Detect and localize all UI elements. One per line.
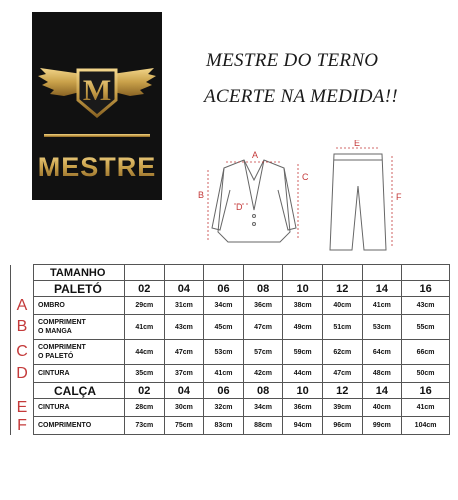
label-a: A [252,150,259,160]
value-cell: 36cm [283,399,323,417]
letter-cell [11,265,34,281]
row-label: COMPRIMENTO [34,417,125,435]
value-cell: 49cm [283,315,323,340]
label-b: B [198,190,205,200]
label-e: E [354,140,361,148]
row-label: CINTURA [34,399,125,417]
value-cell: 39cm [322,399,362,417]
value-cell: 35cm [125,365,165,383]
value-cell: 64cm [362,340,402,365]
value-cell: 62cm [322,340,362,365]
row-label: CINTURA [34,365,125,383]
label-c: C [302,172,309,182]
value-cell: 43cm [164,315,204,340]
value-cell: 41cm [204,365,244,383]
row-letter: E [11,399,34,417]
blank-cell [322,265,362,281]
value-cell: 96cm [322,417,362,435]
blank-cell [402,265,450,281]
size-header: 08 [243,281,283,297]
label-d: D [236,202,243,212]
row-letter: B [11,315,34,340]
pants-label: CALÇA [34,383,125,399]
size-header: 12 [322,281,362,297]
value-cell: 41cm [402,399,450,417]
blank-cell [125,265,165,281]
value-cell: 34cm [243,399,283,417]
brand-logo [32,12,162,200]
blank-cell [283,265,323,281]
value-cell: 73cm [125,417,165,435]
value-cell: 41cm [362,297,402,315]
size-header: 14 [362,383,402,399]
value-cell: 53cm [204,340,244,365]
row-label: COMPRIMENT O PALETÓ [34,340,125,365]
value-cell: 94cm [283,417,323,435]
jacket-header-row [11,281,450,297]
logo-name: MESTRE [37,152,157,182]
slogan-line-2: ACERTE NA MEDIDA!! [204,86,398,107]
value-cell: 36cm [243,297,283,315]
value-cell: 44cm [283,365,323,383]
size-header: 06 [204,383,244,399]
value-cell: 47cm [322,365,362,383]
size-header: 10 [283,383,323,399]
table-row [11,340,450,365]
value-cell: 88cm [243,417,283,435]
size-header: 08 [243,383,283,399]
size-header: 02 [125,383,165,399]
value-cell: 55cm [402,315,450,340]
value-cell: 29cm [125,297,165,315]
table-row [11,399,450,417]
row-letter: F [11,417,34,435]
value-cell: 75cm [164,417,204,435]
value-cell: 41cm [125,315,165,340]
value-cell: 40cm [362,399,402,417]
row-letter: C [11,340,34,365]
value-cell: 37cm [164,365,204,383]
pants-illustration [330,154,386,250]
row-label: COMPRIMENT O MANGA [34,315,125,340]
size-header: 06 [204,281,244,297]
size-chart-table [10,264,450,435]
size-header: 10 [283,281,323,297]
size-header: 16 [402,281,450,297]
table-row [11,365,450,383]
label-f: F [396,192,402,202]
value-cell: 66cm [402,340,450,365]
blank-cell [362,265,402,281]
value-cell: 50cm [402,365,450,383]
value-cell: 104cm [402,417,450,435]
table-row [11,297,450,315]
letter-cell [11,281,34,297]
measurement-diagram [186,140,426,258]
value-cell: 30cm [164,399,204,417]
row-letter: A [11,297,34,315]
value-cell: 28cm [125,399,165,417]
row-label: OMBRO [34,297,125,315]
letter-cell [11,383,34,399]
value-cell: 47cm [164,340,204,365]
value-cell: 47cm [243,315,283,340]
value-cell: 53cm [362,315,402,340]
logo-letter: M [82,74,112,107]
size-header: 04 [164,281,204,297]
blank-cell [243,265,283,281]
value-cell: 51cm [322,315,362,340]
blank-cell [204,265,244,281]
value-cell: 31cm [164,297,204,315]
table-row [11,417,450,435]
row-letter: D [11,365,34,383]
value-cell: 45cm [204,315,244,340]
value-cell: 40cm [322,297,362,315]
size-header: 14 [362,281,402,297]
value-cell: 43cm [402,297,450,315]
size-header: 16 [402,383,450,399]
value-cell: 38cm [283,297,323,315]
value-cell: 99cm [362,417,402,435]
value-cell: 48cm [362,365,402,383]
value-cell: 57cm [243,340,283,365]
pants-header-row [11,383,450,399]
table-title: TAMANHO [34,265,125,281]
size-header: 02 [125,281,165,297]
slogan-line-1: MESTRE DO TERNO [206,50,379,71]
size-header: 04 [164,383,204,399]
value-cell: 34cm [204,297,244,315]
value-cell: 44cm [125,340,165,365]
table-title-row [11,265,450,281]
jacket-illustration [212,160,296,242]
value-cell: 83cm [204,417,244,435]
size-header: 12 [322,383,362,399]
jacket-label: PALETÓ [34,281,125,297]
value-cell: 42cm [243,365,283,383]
value-cell: 59cm [283,340,323,365]
value-cell: 32cm [204,399,244,417]
table-row [11,315,450,340]
blank-cell [164,265,204,281]
